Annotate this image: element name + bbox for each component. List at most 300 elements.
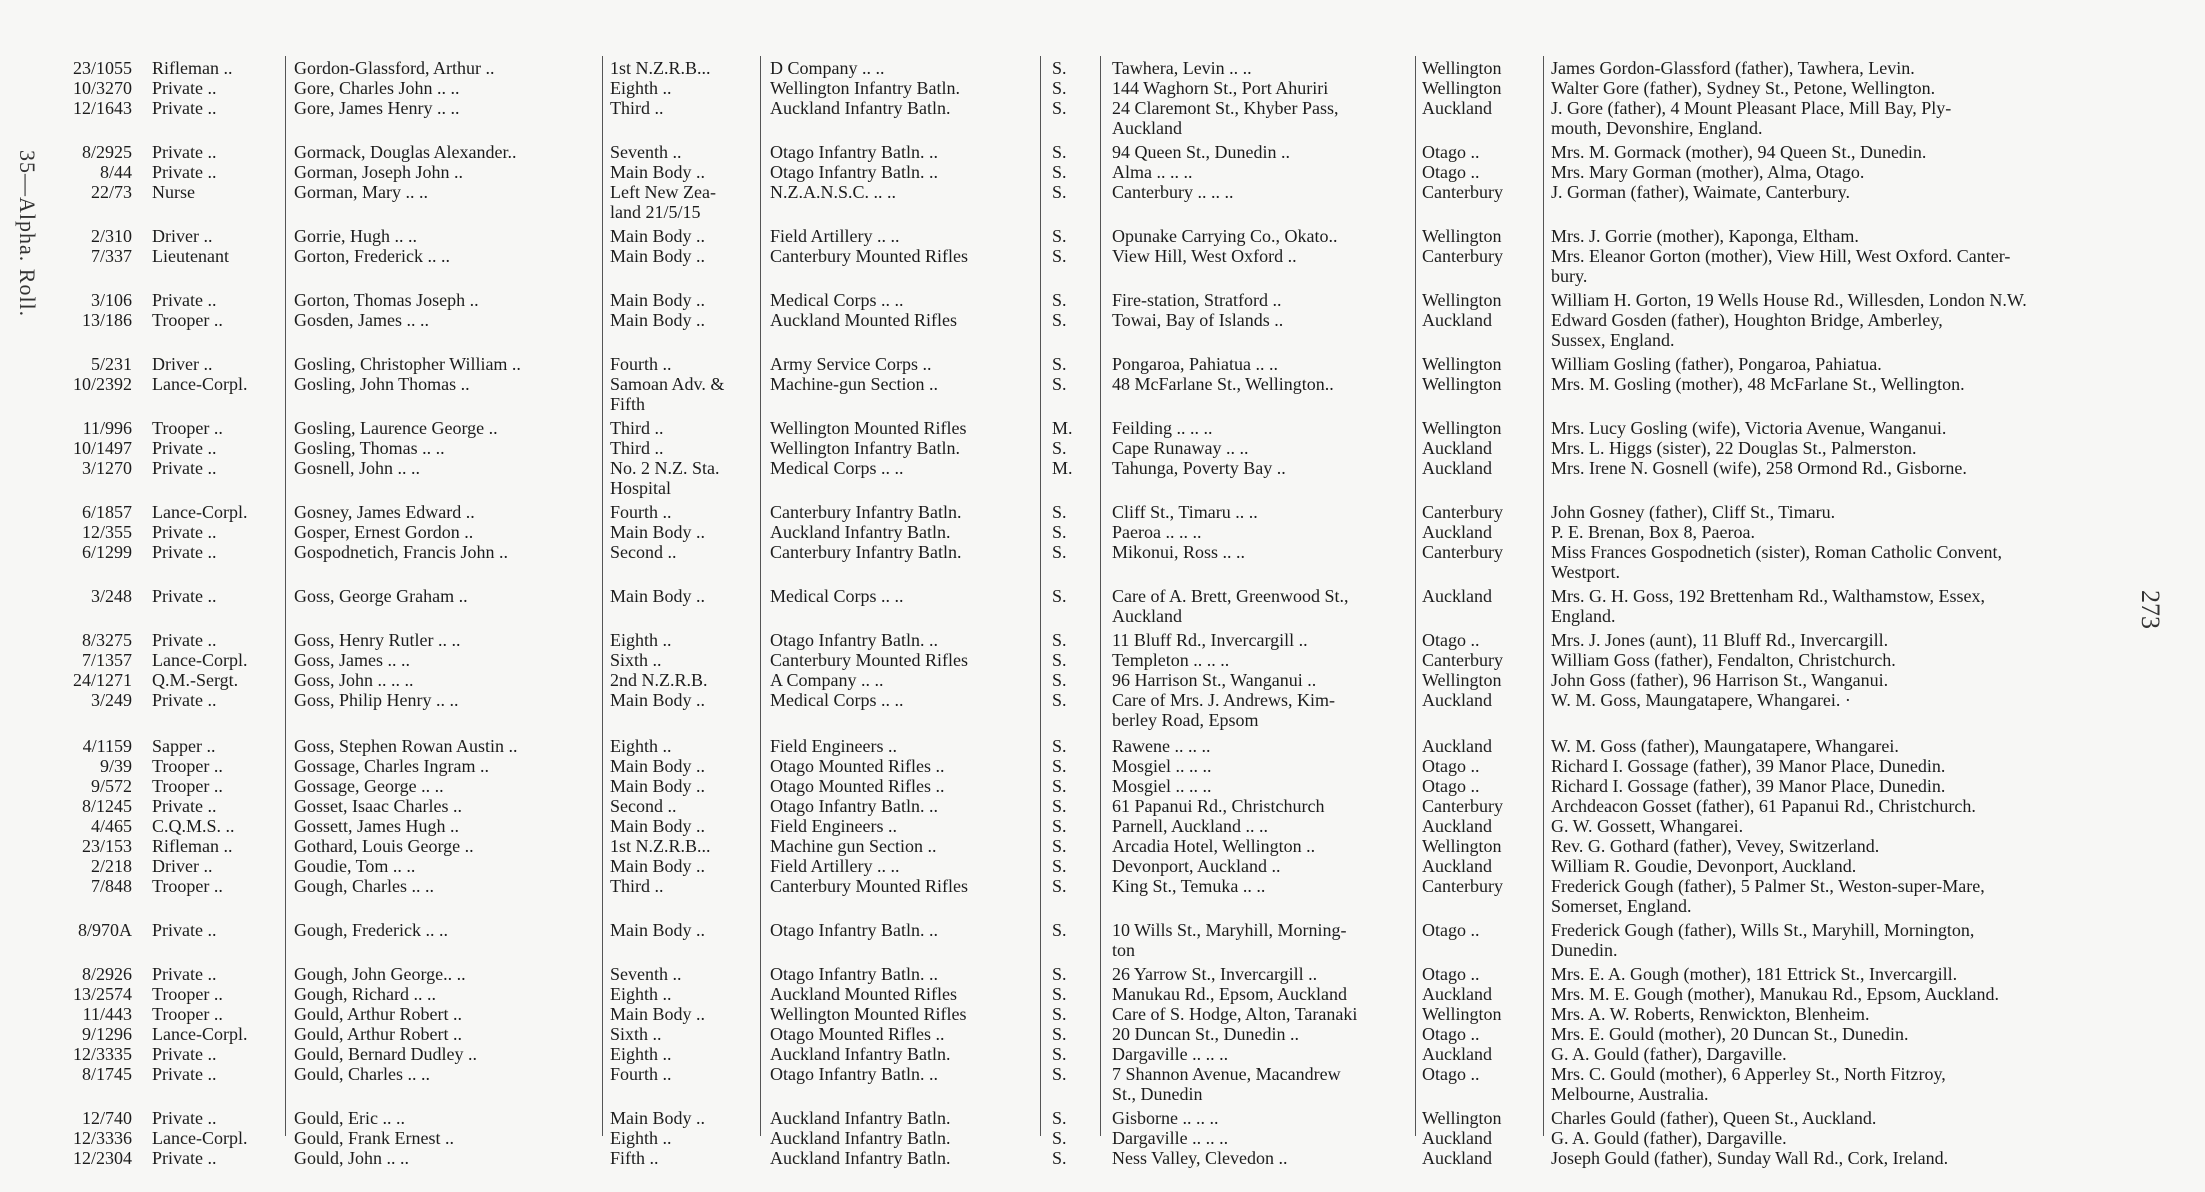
cell-unit: Otago Mounted Rifles .. bbox=[770, 1024, 945, 1044]
table-row bbox=[50, 290, 2130, 310]
cell-addr: Mosgiel .. .. .. bbox=[1112, 756, 1212, 776]
cell-unit: Canterbury Infantry Batln. bbox=[770, 502, 962, 522]
cell-dist: Auckland bbox=[1422, 856, 1492, 876]
cell-unit: Medical Corps .. .. bbox=[770, 290, 904, 310]
cell-addr-cont: berley Road, Epsom bbox=[1112, 710, 1259, 730]
cell-addr: Alma .. .. .. bbox=[1112, 162, 1193, 182]
cell-rank: C.Q.M.S. .. bbox=[152, 816, 235, 836]
cell-st: S. bbox=[1052, 856, 1067, 876]
cell-unit: Otago Infantry Batln. .. bbox=[770, 142, 938, 162]
cell-st: S. bbox=[1052, 1024, 1067, 1044]
cell-addr: Tawhera, Levin .. .. bbox=[1112, 58, 1252, 78]
table-row bbox=[50, 796, 2130, 816]
cell-unit: Auckland Infantry Batln. bbox=[770, 1128, 951, 1148]
cell-emb-cont: Hospital bbox=[610, 478, 671, 498]
cell-dist: Otago .. bbox=[1422, 1024, 1480, 1044]
cell-emb: Eighth .. bbox=[610, 1128, 672, 1148]
cell-emb: Third .. bbox=[610, 876, 664, 896]
cell-addr: View Hill, West Oxford .. bbox=[1112, 246, 1297, 266]
cell-addr: Ness Valley, Clevedon .. bbox=[1112, 1148, 1288, 1168]
cell-num: 6/1857 bbox=[81, 502, 132, 522]
cell-name: Gough, Frederick .. .. bbox=[294, 920, 448, 940]
cell-emb: Third .. bbox=[610, 438, 664, 458]
cell-rank: Private .. bbox=[152, 458, 217, 478]
cell-num: 8/2926 bbox=[81, 964, 132, 984]
cell-num: 13/2574 bbox=[72, 984, 132, 1004]
cell-kin: William H. Gorton, 19 Wells House Rd., Willesden, London N.W. bbox=[1551, 290, 2027, 310]
cell-kin-cont: Somerset, England. bbox=[1551, 896, 1692, 916]
cell-kin: Mrs. J. Gorrie (mother), Kaponga, Eltham. bbox=[1551, 226, 1859, 246]
cell-emb: 1st N.Z.R.B... bbox=[610, 836, 711, 856]
table-row bbox=[50, 650, 2130, 670]
table-row bbox=[50, 310, 2130, 354]
cell-name: Gordon-Glassford, Arthur .. bbox=[294, 58, 495, 78]
cell-kin: Miss Frances Gospodnetich (sister), Roman Catholic Convent, bbox=[1551, 542, 2002, 562]
cell-st: S. bbox=[1052, 984, 1067, 1004]
cell-kin: Joseph Gould (father), Sunday Wall Rd., Cork, Ireland. bbox=[1551, 1148, 1949, 1168]
cell-num: 12/3336 bbox=[72, 1128, 132, 1148]
table-row bbox=[50, 776, 2130, 796]
cell-num: 23/153 bbox=[81, 836, 132, 856]
cell-name: Gould, Frank Ernest .. bbox=[294, 1128, 454, 1148]
table-row bbox=[50, 736, 2130, 756]
cell-st: S. bbox=[1052, 58, 1067, 78]
cell-rank: Private .. bbox=[152, 1108, 217, 1128]
cell-unit: Canterbury Mounted Rifles bbox=[770, 650, 968, 670]
cell-st: S. bbox=[1052, 690, 1067, 710]
cell-dist: Wellington bbox=[1422, 418, 1502, 438]
cell-name: Gosling, Thomas .. .. bbox=[294, 438, 445, 458]
cell-st: S. bbox=[1052, 354, 1067, 374]
cell-kin: Mrs. M. E. Gough (mother), Manukau Rd., Epsom, Auckland. bbox=[1551, 984, 1999, 1004]
cell-num: 8/44 bbox=[99, 162, 132, 182]
cell-rank: Private .. bbox=[152, 438, 217, 458]
cell-emb: Main Body .. bbox=[610, 920, 706, 940]
cell-rank: Private .. bbox=[152, 162, 217, 182]
cell-rank: Private .. bbox=[152, 542, 217, 562]
cell-addr: King St., Temuka .. .. bbox=[1112, 876, 1266, 896]
cell-num: 7/1357 bbox=[81, 650, 132, 670]
cell-emb: Eighth .. bbox=[610, 78, 672, 98]
cell-unit: Machine-gun Section .. bbox=[770, 374, 938, 394]
cell-rank: Private .. bbox=[152, 796, 217, 816]
cell-addr: Opunake Carrying Co., Okato.. bbox=[1112, 226, 1338, 246]
table-row bbox=[50, 418, 2130, 438]
table-row bbox=[50, 984, 2130, 1004]
cell-dist: Otago .. bbox=[1422, 1064, 1480, 1084]
cell-rank: Lance-Corpl. bbox=[152, 1128, 248, 1148]
cell-emb: Third .. bbox=[610, 98, 664, 118]
roll-table bbox=[50, 58, 2130, 1168]
cell-name: Goss, Henry Rutler .. .. bbox=[294, 630, 461, 650]
cell-rank: Private .. bbox=[152, 964, 217, 984]
cell-kin: P. E. Brenan, Box 8, Paeroa. bbox=[1551, 522, 1755, 542]
table-row bbox=[50, 542, 2130, 586]
cell-num: 22/73 bbox=[90, 182, 132, 202]
cell-rank: Private .. bbox=[152, 630, 217, 650]
cell-addr: Rawene .. .. .. bbox=[1112, 736, 1211, 756]
cell-kin: Frederick Gough (father), Wills St., Maryhill, Mornington, bbox=[1551, 920, 1975, 940]
cell-addr: Canterbury .. .. .. bbox=[1112, 182, 1234, 202]
cell-num: 10/3270 bbox=[72, 78, 132, 98]
cell-dist: Auckland bbox=[1422, 438, 1492, 458]
cell-kin: Mrs. Irene N. Gosnell (wife), 258 Ormond Rd., Gisborne. bbox=[1551, 458, 1967, 478]
cell-rank: Private .. bbox=[152, 142, 217, 162]
cell-unit: Field Artillery .. .. bbox=[770, 856, 900, 876]
cell-name: Gosden, James .. .. bbox=[294, 310, 429, 330]
cell-kin-cont: Sussex, England. bbox=[1551, 330, 1675, 350]
cell-st: S. bbox=[1052, 836, 1067, 856]
cell-kin: Mrs. L. Higgs (sister), 22 Douglas St., Palmerston. bbox=[1551, 438, 1917, 458]
table-row bbox=[50, 670, 2130, 690]
cell-emb: Main Body .. bbox=[610, 162, 706, 182]
cell-rank: Lieutenant bbox=[152, 246, 229, 266]
cell-dist: Auckland bbox=[1422, 522, 1492, 542]
cell-st: S. bbox=[1052, 310, 1067, 330]
cell-name: Gosper, Ernest Gordon .. bbox=[294, 522, 474, 542]
cell-emb: Eighth .. bbox=[610, 1044, 672, 1064]
table-row bbox=[50, 522, 2130, 542]
cell-addr: 144 Waghorn St., Port Ahuriri bbox=[1112, 78, 1329, 98]
cell-rank: Private .. bbox=[152, 1044, 217, 1064]
cell-rank: Trooper .. bbox=[152, 776, 223, 796]
table-row bbox=[50, 226, 2130, 246]
table-row bbox=[50, 246, 2130, 290]
cell-st: S. bbox=[1052, 522, 1067, 542]
cell-rank: Private .. bbox=[152, 98, 217, 118]
cell-kin: G. A. Gould (father), Dargaville. bbox=[1551, 1044, 1787, 1064]
cell-dist: Canterbury bbox=[1422, 542, 1503, 562]
cell-emb: Eighth .. bbox=[610, 984, 672, 1004]
cell-addr: Mosgiel .. .. .. bbox=[1112, 776, 1212, 796]
cell-rank: Private .. bbox=[152, 78, 217, 98]
cell-rank: Rifleman .. bbox=[152, 836, 233, 856]
cell-kin: Mrs. J. Jones (aunt), 11 Bluff Rd., Invercargill. bbox=[1551, 630, 1889, 650]
cell-addr: Pongaroa, Pahiatua .. .. bbox=[1112, 354, 1278, 374]
cell-dist: Otago .. bbox=[1422, 756, 1480, 776]
table-row bbox=[50, 836, 2130, 856]
cell-st: S. bbox=[1052, 586, 1067, 606]
cell-addr: Mikonui, Ross .. .. bbox=[1112, 542, 1246, 562]
cell-num: 10/2392 bbox=[72, 374, 132, 394]
cell-emb-cont: Fifth bbox=[610, 394, 646, 414]
cell-addr: 11 Bluff Rd., Invercargill .. bbox=[1112, 630, 1308, 650]
cell-num: 7/848 bbox=[90, 876, 132, 896]
cell-emb: Eighth .. bbox=[610, 736, 672, 756]
cell-rank: Private .. bbox=[152, 290, 217, 310]
cell-dist: Wellington bbox=[1422, 836, 1502, 856]
cell-rank: Driver .. bbox=[152, 226, 213, 246]
cell-kin: Frederick Gough (father), 5 Palmer St., Weston-super-Mare, bbox=[1551, 876, 1985, 896]
cell-st: S. bbox=[1052, 226, 1067, 246]
cell-name: Gould, Bernard Dudley .. bbox=[294, 1044, 477, 1064]
cell-num: 8/2925 bbox=[81, 142, 132, 162]
cell-dist: Canterbury bbox=[1422, 650, 1503, 670]
cell-dist: Canterbury bbox=[1422, 796, 1503, 816]
cell-num: 23/1055 bbox=[72, 58, 132, 78]
cell-kin: Charles Gould (father), Queen St., Auckland. bbox=[1551, 1108, 1877, 1128]
cell-dist: Auckland bbox=[1422, 458, 1492, 478]
cell-kin-cont: Westport. bbox=[1551, 562, 1621, 582]
cell-st: S. bbox=[1052, 374, 1067, 394]
cell-num: 9/1296 bbox=[81, 1024, 132, 1044]
cell-kin: Mrs. Eleanor Gorton (mother), View Hill, West Oxford. Canter- bbox=[1551, 246, 2011, 266]
cell-name: Gore, Charles John .. .. bbox=[294, 78, 460, 98]
cell-name: Gould, John .. .. bbox=[294, 1148, 410, 1168]
cell-kin: William Gosling (father), Pongaroa, Pahiatua. bbox=[1551, 354, 1882, 374]
cell-st: S. bbox=[1052, 796, 1067, 816]
cell-addr: 26 Yarrow St., Invercargill .. bbox=[1112, 964, 1318, 984]
cell-addr: Feilding .. .. .. bbox=[1112, 418, 1213, 438]
cell-emb: Main Body .. bbox=[610, 522, 706, 542]
cell-dist: Canterbury bbox=[1422, 246, 1503, 266]
cell-dist: Canterbury bbox=[1422, 502, 1503, 522]
cell-addr: Care of A. Brett, Greenwood St., bbox=[1112, 586, 1349, 606]
cell-emb: Main Body .. bbox=[610, 586, 706, 606]
cell-st: S. bbox=[1052, 1148, 1067, 1168]
cell-unit: Otago Infantry Batln. .. bbox=[770, 920, 938, 940]
table-row bbox=[50, 1148, 2130, 1168]
cell-unit: Otago Mounted Rifles .. bbox=[770, 776, 945, 796]
cell-num: 2/310 bbox=[90, 226, 132, 246]
cell-num: 8/3275 bbox=[81, 630, 132, 650]
cell-emb: Seventh .. bbox=[610, 142, 682, 162]
cell-kin-cont: mouth, Devonshire, England. bbox=[1551, 118, 1763, 138]
cell-unit: Auckland Infantry Batln. bbox=[770, 522, 951, 542]
cell-addr: Paeroa .. .. .. bbox=[1112, 522, 1202, 542]
cell-addr: Care of Mrs. J. Andrews, Kim- bbox=[1112, 690, 1335, 710]
cell-unit: A Company .. .. bbox=[770, 670, 884, 690]
cell-name: Goudie, Tom .. .. bbox=[294, 856, 416, 876]
cell-kin: Edward Gosden (father), Houghton Bridge, Amberley, bbox=[1551, 310, 1943, 330]
cell-num: 3/106 bbox=[90, 290, 132, 310]
cell-rank: Lance-Corpl. bbox=[152, 650, 248, 670]
cell-name: Gorton, Thomas Joseph .. bbox=[294, 290, 479, 310]
cell-addr: Gisborne .. .. .. bbox=[1112, 1108, 1219, 1128]
cell-unit: Auckland Infantry Batln. bbox=[770, 1148, 951, 1168]
cell-unit: Medical Corps .. .. bbox=[770, 458, 904, 478]
cell-rank: Private .. bbox=[152, 1148, 217, 1168]
table-row bbox=[50, 162, 2130, 182]
cell-name: Gorman, Mary .. .. bbox=[294, 182, 428, 202]
cell-unit: Medical Corps .. .. bbox=[770, 586, 904, 606]
table-row bbox=[50, 920, 2130, 964]
cell-emb: Main Body .. bbox=[610, 776, 706, 796]
cell-addr: Templeton .. .. .. bbox=[1112, 650, 1230, 670]
cell-kin: Rev. G. Gothard (father), Vevey, Switzerland. bbox=[1551, 836, 1880, 856]
cell-dist: Auckland bbox=[1422, 586, 1492, 606]
cell-dist: Wellington bbox=[1422, 290, 1502, 310]
cell-emb: Fourth .. bbox=[610, 1064, 672, 1084]
cell-unit: Wellington Mounted Rifles bbox=[770, 418, 967, 438]
cell-dist: Auckland bbox=[1422, 690, 1492, 710]
cell-dist: Wellington bbox=[1422, 1108, 1502, 1128]
table-row bbox=[50, 586, 2130, 630]
cell-emb: Main Body .. bbox=[610, 1108, 706, 1128]
cell-st: S. bbox=[1052, 964, 1067, 984]
cell-num: 8/1745 bbox=[81, 1064, 132, 1084]
cell-unit: Field Engineers .. bbox=[770, 816, 897, 836]
cell-st: S. bbox=[1052, 630, 1067, 650]
cell-emb: Seventh .. bbox=[610, 964, 682, 984]
cell-num: 3/248 bbox=[90, 586, 132, 606]
cell-rank: Trooper .. bbox=[152, 876, 223, 896]
cell-dist: Otago .. bbox=[1422, 630, 1480, 650]
cell-num: 12/1643 bbox=[72, 98, 132, 118]
cell-emb: Main Body .. bbox=[610, 756, 706, 776]
cell-kin: W. M. Goss, Maungatapere, Whangarei. · bbox=[1551, 690, 1851, 710]
cell-kin: Mrs. Mary Gorman (mother), Alma, Otago. bbox=[1551, 162, 1865, 182]
cell-num: 12/740 bbox=[81, 1108, 132, 1128]
cell-kin-cont: Dunedin. bbox=[1551, 940, 1618, 960]
cell-addr: Dargaville .. .. .. bbox=[1112, 1128, 1229, 1148]
cell-unit: Wellington Mounted Rifles bbox=[770, 1004, 967, 1024]
cell-rank: Q.M.-Sergt. bbox=[152, 670, 239, 690]
table-row bbox=[50, 374, 2130, 418]
cell-name: Gould, Arthur Robert .. bbox=[294, 1004, 462, 1024]
cell-emb: 2nd N.Z.R.B. bbox=[610, 670, 708, 690]
table-row bbox=[50, 354, 2130, 374]
cell-dist: Otago .. bbox=[1422, 776, 1480, 796]
cell-addr: Care of S. Hodge, Alton, Taranaki bbox=[1112, 1004, 1358, 1024]
cell-name: Gosney, James Edward .. bbox=[294, 502, 475, 522]
cell-emb: Left New Zea- bbox=[610, 182, 716, 202]
cell-dist: Otago .. bbox=[1422, 162, 1480, 182]
cell-name: Gough, Richard .. .. bbox=[294, 984, 436, 1004]
table-row bbox=[50, 1108, 2130, 1128]
cell-addr: 48 McFarlane St., Wellington.. bbox=[1112, 374, 1334, 394]
cell-name: Gough, Charles .. .. bbox=[294, 876, 434, 896]
table-row bbox=[50, 964, 2130, 984]
cell-dist: Auckland bbox=[1422, 984, 1492, 1004]
cell-emb: Main Body .. bbox=[610, 1004, 706, 1024]
cell-num: 9/572 bbox=[90, 776, 132, 796]
cell-name: Goss, James .. .. bbox=[294, 650, 410, 670]
cell-kin-cont: bury. bbox=[1551, 266, 1588, 286]
cell-unit: Canterbury Mounted Rifles bbox=[770, 246, 968, 266]
cell-unit: Canterbury Mounted Rifles bbox=[770, 876, 968, 896]
cell-emb: Third .. bbox=[610, 418, 664, 438]
cell-st: S. bbox=[1052, 1044, 1067, 1064]
cell-rank: Nurse bbox=[152, 182, 195, 202]
cell-st: S. bbox=[1052, 756, 1067, 776]
table-row bbox=[50, 182, 2130, 226]
cell-num: 4/1159 bbox=[82, 736, 132, 756]
table-row bbox=[50, 1128, 2130, 1148]
cell-st: S. bbox=[1052, 78, 1067, 98]
cell-rank: Sapper .. bbox=[152, 736, 216, 756]
cell-num: 12/3335 bbox=[72, 1044, 132, 1064]
cell-st: S. bbox=[1052, 1004, 1067, 1024]
table-row bbox=[50, 756, 2130, 776]
cell-rank: Lance-Corpl. bbox=[152, 502, 248, 522]
cell-st: S. bbox=[1052, 182, 1067, 202]
cell-kin: Richard I. Gossage (father), 39 Manor Place, Dunedin. bbox=[1551, 776, 1946, 796]
cell-dist: Wellington bbox=[1422, 78, 1502, 98]
cell-kin: J. Gorman (father), Waimate, Canterbury. bbox=[1551, 182, 1850, 202]
cell-rank: Driver .. bbox=[152, 856, 213, 876]
cell-st: M. bbox=[1052, 418, 1073, 438]
cell-name: Gosling, John Thomas .. bbox=[294, 374, 470, 394]
cell-dist: Otago .. bbox=[1422, 142, 1480, 162]
cell-kin: Mrs. M. Gosling (mother), 48 McFarlane St., Wellington. bbox=[1551, 374, 1965, 394]
cell-kin-cont: England. bbox=[1551, 606, 1616, 626]
cell-kin-cont: Melbourne, Australia. bbox=[1551, 1084, 1709, 1104]
cell-rank: Trooper .. bbox=[152, 418, 223, 438]
cell-num: 12/355 bbox=[81, 522, 132, 542]
cell-name: Gossage, Charles Ingram .. bbox=[294, 756, 489, 776]
cell-dist: Auckland bbox=[1422, 1128, 1492, 1148]
table-row bbox=[50, 1004, 2130, 1024]
cell-dist: Wellington bbox=[1422, 58, 1502, 78]
cell-rank: Private .. bbox=[152, 1064, 217, 1084]
cell-emb: Samoan Adv. & bbox=[610, 374, 725, 394]
cell-st: S. bbox=[1052, 776, 1067, 796]
cell-st: S. bbox=[1052, 650, 1067, 670]
cell-unit: Wellington Infantry Batln. bbox=[770, 438, 961, 458]
cell-kin: Mrs. G. H. Goss, 192 Brettenham Rd., Walthamstow, Essex, bbox=[1551, 586, 1986, 606]
cell-st: S. bbox=[1052, 1108, 1067, 1128]
cell-rank: Lance-Corpl. bbox=[152, 374, 248, 394]
cell-addr: 20 Duncan St., Dunedin .. bbox=[1112, 1024, 1299, 1044]
table-row bbox=[50, 690, 2130, 736]
cell-unit: Otago Mounted Rifles .. bbox=[770, 756, 945, 776]
cell-rank: Private .. bbox=[152, 690, 217, 710]
cell-name: Gosling, Christopher William .. bbox=[294, 354, 521, 374]
cell-addr: 61 Papanui Rd., Christchurch bbox=[1112, 796, 1325, 816]
cell-unit: Machine gun Section .. bbox=[770, 836, 937, 856]
cell-emb-cont: land 21/5/15 bbox=[610, 202, 701, 222]
cell-kin: Mrs. E. Gould (mother), 20 Duncan St., Dunedin. bbox=[1551, 1024, 1909, 1044]
cell-dist: Auckland bbox=[1422, 1044, 1492, 1064]
cell-kin: G. W. Gossett, Whangarei. bbox=[1551, 816, 1744, 836]
cell-name: Gormack, Douglas Alexander.. bbox=[294, 142, 517, 162]
cell-addr: 96 Harrison St., Wanganui .. bbox=[1112, 670, 1317, 690]
cell-addr: Manukau Rd., Epsom, Auckland bbox=[1112, 984, 1347, 1004]
cell-name: Gosset, Isaac Charles .. bbox=[294, 796, 462, 816]
cell-addr: Cliff St., Timaru .. .. bbox=[1112, 502, 1258, 522]
cell-kin: William Goss (father), Fendalton, Christchurch. bbox=[1551, 650, 1896, 670]
cell-name: Gore, James Henry .. .. bbox=[294, 98, 460, 118]
cell-unit: Field Artillery .. .. bbox=[770, 226, 900, 246]
table-row bbox=[50, 438, 2130, 458]
cell-st: S. bbox=[1052, 1064, 1067, 1084]
cell-dist: Auckland bbox=[1422, 1148, 1492, 1168]
cell-addr: Devonport, Auckland .. bbox=[1112, 856, 1281, 876]
cell-unit: Otago Infantry Batln. .. bbox=[770, 1064, 938, 1084]
cell-dist: Canterbury bbox=[1422, 876, 1503, 896]
cell-kin: G. A. Gould (father), Dargaville. bbox=[1551, 1128, 1787, 1148]
cell-num: 11/443 bbox=[82, 1004, 132, 1024]
cell-num: 6/1299 bbox=[81, 542, 132, 562]
cell-num: 8/1245 bbox=[81, 796, 132, 816]
cell-kin: Mrs. Lucy Gosling (wife), Victoria Avenue, Wanganui. bbox=[1551, 418, 1947, 438]
roll-side-label: 35—Alpha. Roll. bbox=[15, 150, 40, 318]
cell-name: Gough, John George.. .. bbox=[294, 964, 466, 984]
cell-emb: Fourth .. bbox=[610, 502, 672, 522]
cell-st: S. bbox=[1052, 542, 1067, 562]
cell-dist: Wellington bbox=[1422, 226, 1502, 246]
cell-name: Goss, Philip Henry .. .. bbox=[294, 690, 459, 710]
cell-st: S. bbox=[1052, 920, 1067, 940]
cell-kin: W. M. Goss (father), Maungatapere, Whangarei. bbox=[1551, 736, 1899, 756]
cell-addr-cont: Auckland bbox=[1112, 606, 1182, 626]
cell-addr: Fire-station, Stratford .. bbox=[1112, 290, 1282, 310]
cell-addr: Parnell, Auckland .. .. bbox=[1112, 816, 1268, 836]
cell-addr: Towai, Bay of Islands .. bbox=[1112, 310, 1284, 330]
cell-num: 5/231 bbox=[90, 354, 132, 374]
cell-unit: Auckland Mounted Rifles bbox=[770, 310, 957, 330]
